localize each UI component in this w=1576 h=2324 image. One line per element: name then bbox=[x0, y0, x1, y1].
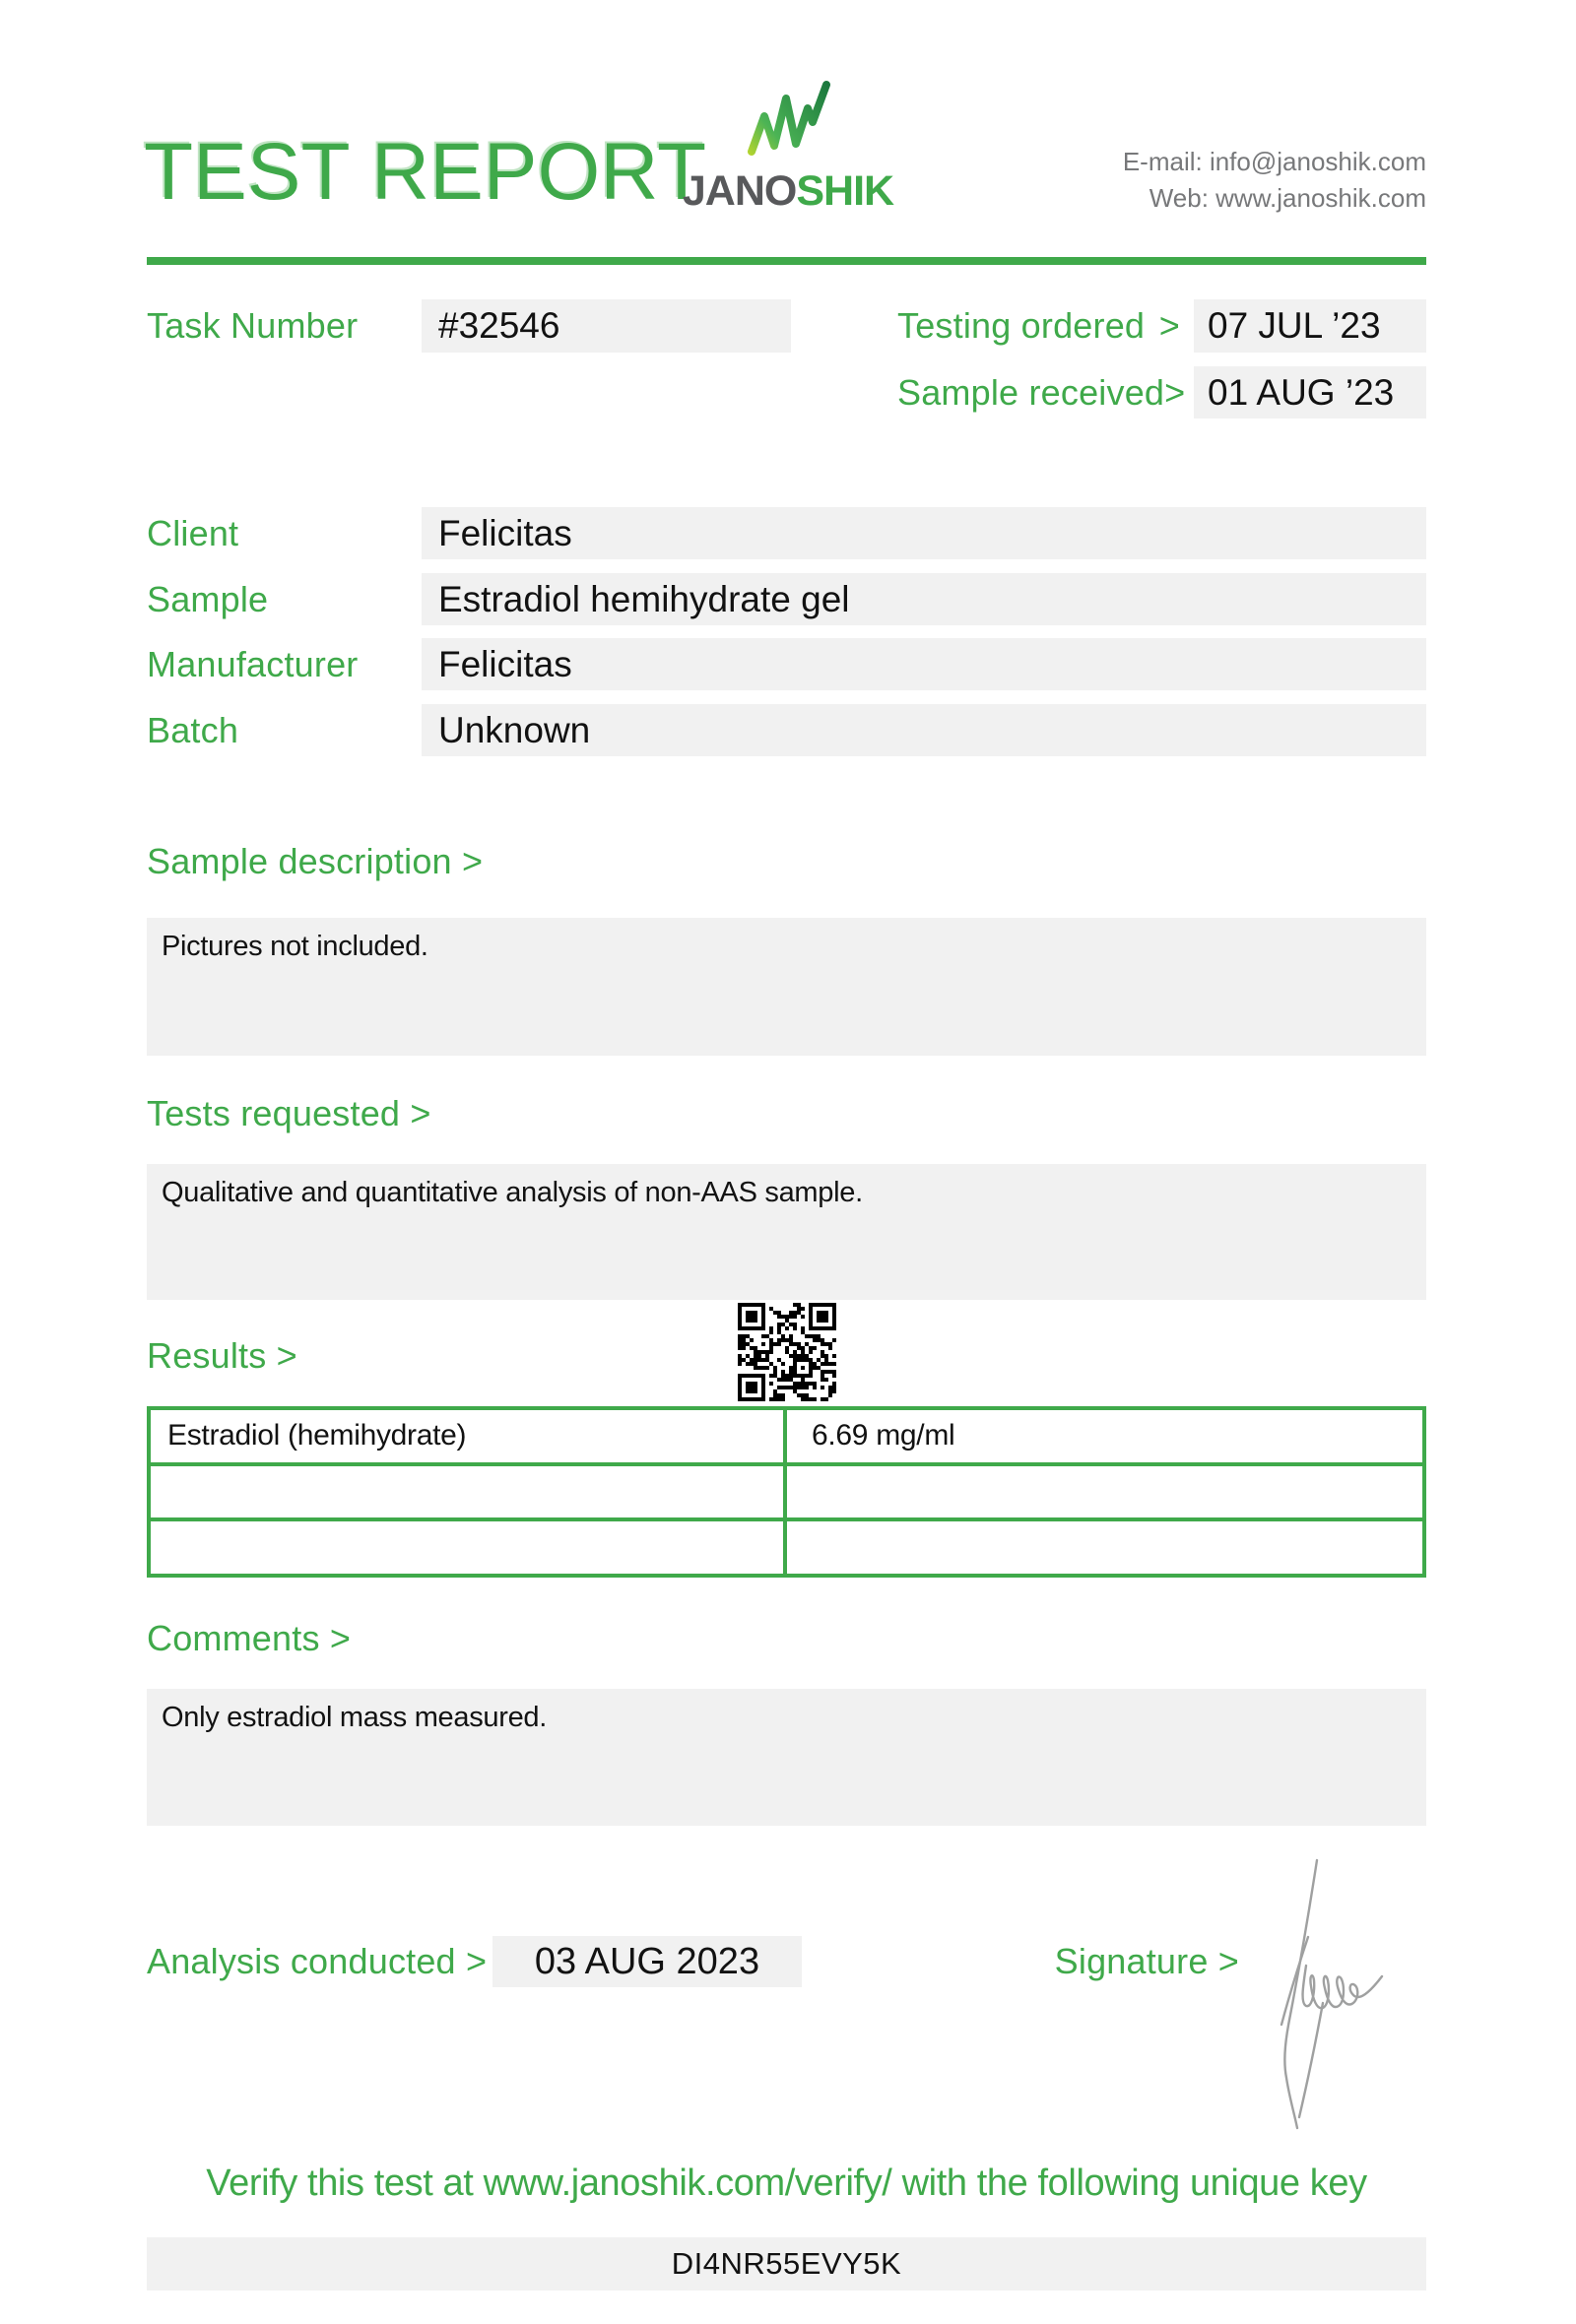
manufacturer-label: Manufacturer bbox=[147, 643, 359, 684]
task-number-label: Task Number bbox=[147, 305, 359, 346]
signature-image bbox=[1257, 1847, 1397, 2139]
results-row bbox=[149, 1519, 1424, 1576]
batch-label: Batch bbox=[147, 709, 239, 750]
unique-key-field bbox=[147, 2237, 1426, 2291]
header-divider bbox=[147, 257, 1426, 265]
result-cell bbox=[785, 1408, 1424, 1464]
analyte-cell bbox=[149, 1519, 785, 1576]
unique-key-value: DI4NR55EVY5K bbox=[671, 2246, 902, 2281]
client-field bbox=[422, 507, 1426, 559]
results-heading: Results > bbox=[147, 1335, 297, 1376]
chevron-right-icon: > bbox=[1158, 305, 1180, 346]
sample-description-box bbox=[147, 918, 1426, 1056]
brand-jano: JANO bbox=[682, 167, 797, 215]
tests-requested-heading: Tests requested > bbox=[147, 1093, 431, 1133]
client-value: Felicitas bbox=[438, 513, 572, 553]
analysis-conducted-label: Analysis conducted > bbox=[147, 1941, 488, 1981]
comments-heading: Comments > bbox=[147, 1618, 352, 1658]
analyte-cell bbox=[149, 1464, 785, 1520]
growth-chart-icon bbox=[740, 79, 836, 161]
sample-label: Sample bbox=[147, 578, 269, 619]
brand-shik: SHIK bbox=[796, 167, 894, 215]
sample-received-field bbox=[1194, 366, 1426, 419]
manufacturer-value: Felicitas bbox=[438, 644, 572, 684]
sample-field bbox=[422, 573, 1426, 625]
comments-text: Only estradiol mass measured. bbox=[162, 1702, 548, 1733]
results-row bbox=[149, 1408, 1424, 1464]
result-cell bbox=[785, 1464, 1424, 1520]
verify-instruction: Verify this test at www.janoshik.com/verify/ with the following unique key bbox=[206, 2163, 1367, 2204]
analyte-name: Estradiol (hemihydrate) bbox=[167, 1419, 467, 1452]
sample-received-value: 01 AUG ’23 bbox=[1208, 372, 1395, 413]
testing-ordered-label-row bbox=[897, 299, 1180, 353]
testing-ordered-value: 07 JUL ’23 bbox=[1208, 305, 1381, 346]
results-table bbox=[147, 1406, 1426, 1578]
result-cell bbox=[785, 1519, 1424, 1576]
sample-received-label: Sample received bbox=[897, 371, 1165, 413]
result-value: 6.69 mg/ml bbox=[812, 1419, 955, 1452]
analysis-date-field bbox=[492, 1936, 802, 1987]
testing-ordered-field bbox=[1194, 299, 1426, 353]
results-row bbox=[149, 1464, 1424, 1520]
qr-code bbox=[737, 1302, 837, 1402]
sample-received-label-row bbox=[897, 366, 1186, 419]
client-label: Client bbox=[147, 512, 239, 553]
contact-block bbox=[993, 144, 1426, 217]
task-number-value: #32546 bbox=[438, 305, 560, 346]
batch-value: Unknown bbox=[438, 710, 591, 750]
page-title: TEST REPORT bbox=[144, 127, 707, 217]
contact-email: E-mail: info@janoshik.com bbox=[1122, 147, 1426, 176]
sample-value: Estradiol hemihydrate gel bbox=[438, 579, 850, 619]
testing-ordered-label: Testing ordered bbox=[897, 305, 1146, 346]
analyte-cell bbox=[149, 1408, 785, 1464]
chevron-right-icon: > bbox=[1164, 371, 1186, 413]
tests-requested-box bbox=[147, 1164, 1426, 1300]
analysis-date-value: 03 AUG 2023 bbox=[534, 1941, 760, 1982]
signature-label: Signature > bbox=[1054, 1941, 1239, 1981]
comments-box bbox=[147, 1689, 1426, 1826]
batch-field bbox=[422, 704, 1426, 756]
sample-description-heading: Sample description > bbox=[147, 841, 484, 881]
sample-description-text: Pictures not included. bbox=[162, 931, 428, 962]
contact-web: Web: www.janoshik.com bbox=[1149, 183, 1426, 213]
manufacturer-field bbox=[422, 638, 1426, 690]
tests-requested-text: Qualitative and quantitative analysis of non-AAS sample. bbox=[162, 1177, 863, 1208]
task-number-field bbox=[422, 299, 791, 353]
brand-wordmark bbox=[654, 167, 922, 216]
